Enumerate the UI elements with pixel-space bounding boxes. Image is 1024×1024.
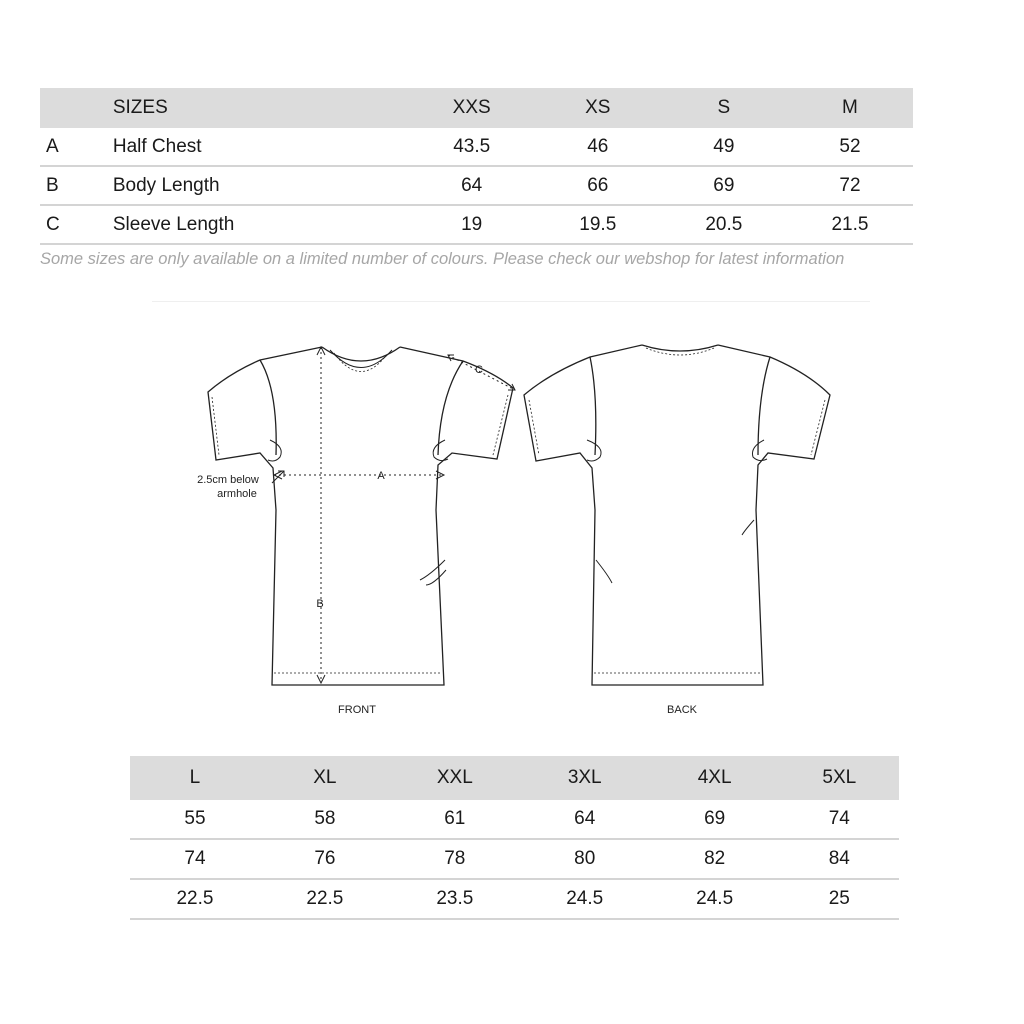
header-cell-size: 5XL <box>780 756 899 800</box>
table-row <box>40 128 913 166</box>
table-cell: 76 <box>260 839 390 879</box>
table-cell: 69 <box>650 800 780 839</box>
header-cell-size: XXL <box>390 756 520 800</box>
table-cell: 66 <box>535 166 661 205</box>
table-cell: 58 <box>260 800 390 839</box>
tshirt-front-illustration <box>208 347 515 685</box>
table-cell: 80 <box>520 839 650 879</box>
table-cell: 82 <box>650 839 780 879</box>
tshirt-back-illustration <box>524 345 830 685</box>
front-label: FRONT <box>338 704 376 716</box>
table-cell: 22.5 <box>130 879 260 919</box>
table-cell: 64 <box>409 166 535 205</box>
table-cell: 19 <box>409 205 535 244</box>
table-cell: 46 <box>535 128 661 166</box>
header-cell-size: L <box>130 756 260 800</box>
header-cell-size: XXS <box>409 88 535 128</box>
table-cell: 69 <box>661 166 787 205</box>
header-cell-size: M <box>787 88 913 128</box>
size-table-top <box>40 88 913 245</box>
size-table-header-row <box>40 88 913 128</box>
measure-label-a: A <box>377 470 385 482</box>
size-table-header-row <box>130 756 899 800</box>
table-cell: 74 <box>780 800 899 839</box>
measure-label-b: B <box>316 598 324 610</box>
row-key: B <box>40 166 112 205</box>
header-cell-size: XL <box>260 756 390 800</box>
table-cell: 78 <box>390 839 520 879</box>
header-cell-size: 4XL <box>650 756 780 800</box>
armhole-note-line1: 2.5cm below <box>197 474 259 486</box>
table-cell: 52 <box>787 128 913 166</box>
table-cell: 64 <box>520 800 650 839</box>
divider <box>152 301 870 302</box>
table-row <box>40 205 913 244</box>
availability-note: Some sizes are only available on a limited number of colours. Please check our webshop for latest information <box>40 250 845 268</box>
row-label: Sleeve Length <box>112 205 409 244</box>
table-row <box>130 879 899 919</box>
header-cell-size: 3XL <box>520 756 650 800</box>
measure-label-c: C <box>475 364 483 376</box>
table-row <box>40 166 913 205</box>
table-cell: 55 <box>130 800 260 839</box>
table-cell: 22.5 <box>260 879 390 919</box>
table-row <box>130 839 899 879</box>
table-cell: 43.5 <box>409 128 535 166</box>
table-cell: 19.5 <box>535 205 661 244</box>
row-key: C <box>40 205 112 244</box>
armhole-note-line2: armhole <box>217 488 257 500</box>
table-cell: 24.5 <box>520 879 650 919</box>
row-label: Half Chest <box>112 128 409 166</box>
row-key: A <box>40 128 112 166</box>
table-row <box>130 800 899 839</box>
row-label: Body Length <box>112 166 409 205</box>
table-cell: 20.5 <box>661 205 787 244</box>
header-cell-sizes: SIZES <box>112 88 409 128</box>
table-cell: 23.5 <box>390 879 520 919</box>
table-cell: 84 <box>780 839 899 879</box>
size-table-bottom <box>130 756 899 920</box>
header-cell-size: XS <box>535 88 661 128</box>
table-cell: 49 <box>661 128 787 166</box>
tshirt-diagram <box>190 335 840 725</box>
back-label: BACK <box>667 704 697 716</box>
header-cell-size: S <box>661 88 787 128</box>
table-cell: 21.5 <box>787 205 913 244</box>
table-cell: 24.5 <box>650 879 780 919</box>
table-cell: 25 <box>780 879 899 919</box>
table-cell: 61 <box>390 800 520 839</box>
table-cell: 72 <box>787 166 913 205</box>
table-cell: 74 <box>130 839 260 879</box>
header-cell <box>40 88 112 128</box>
